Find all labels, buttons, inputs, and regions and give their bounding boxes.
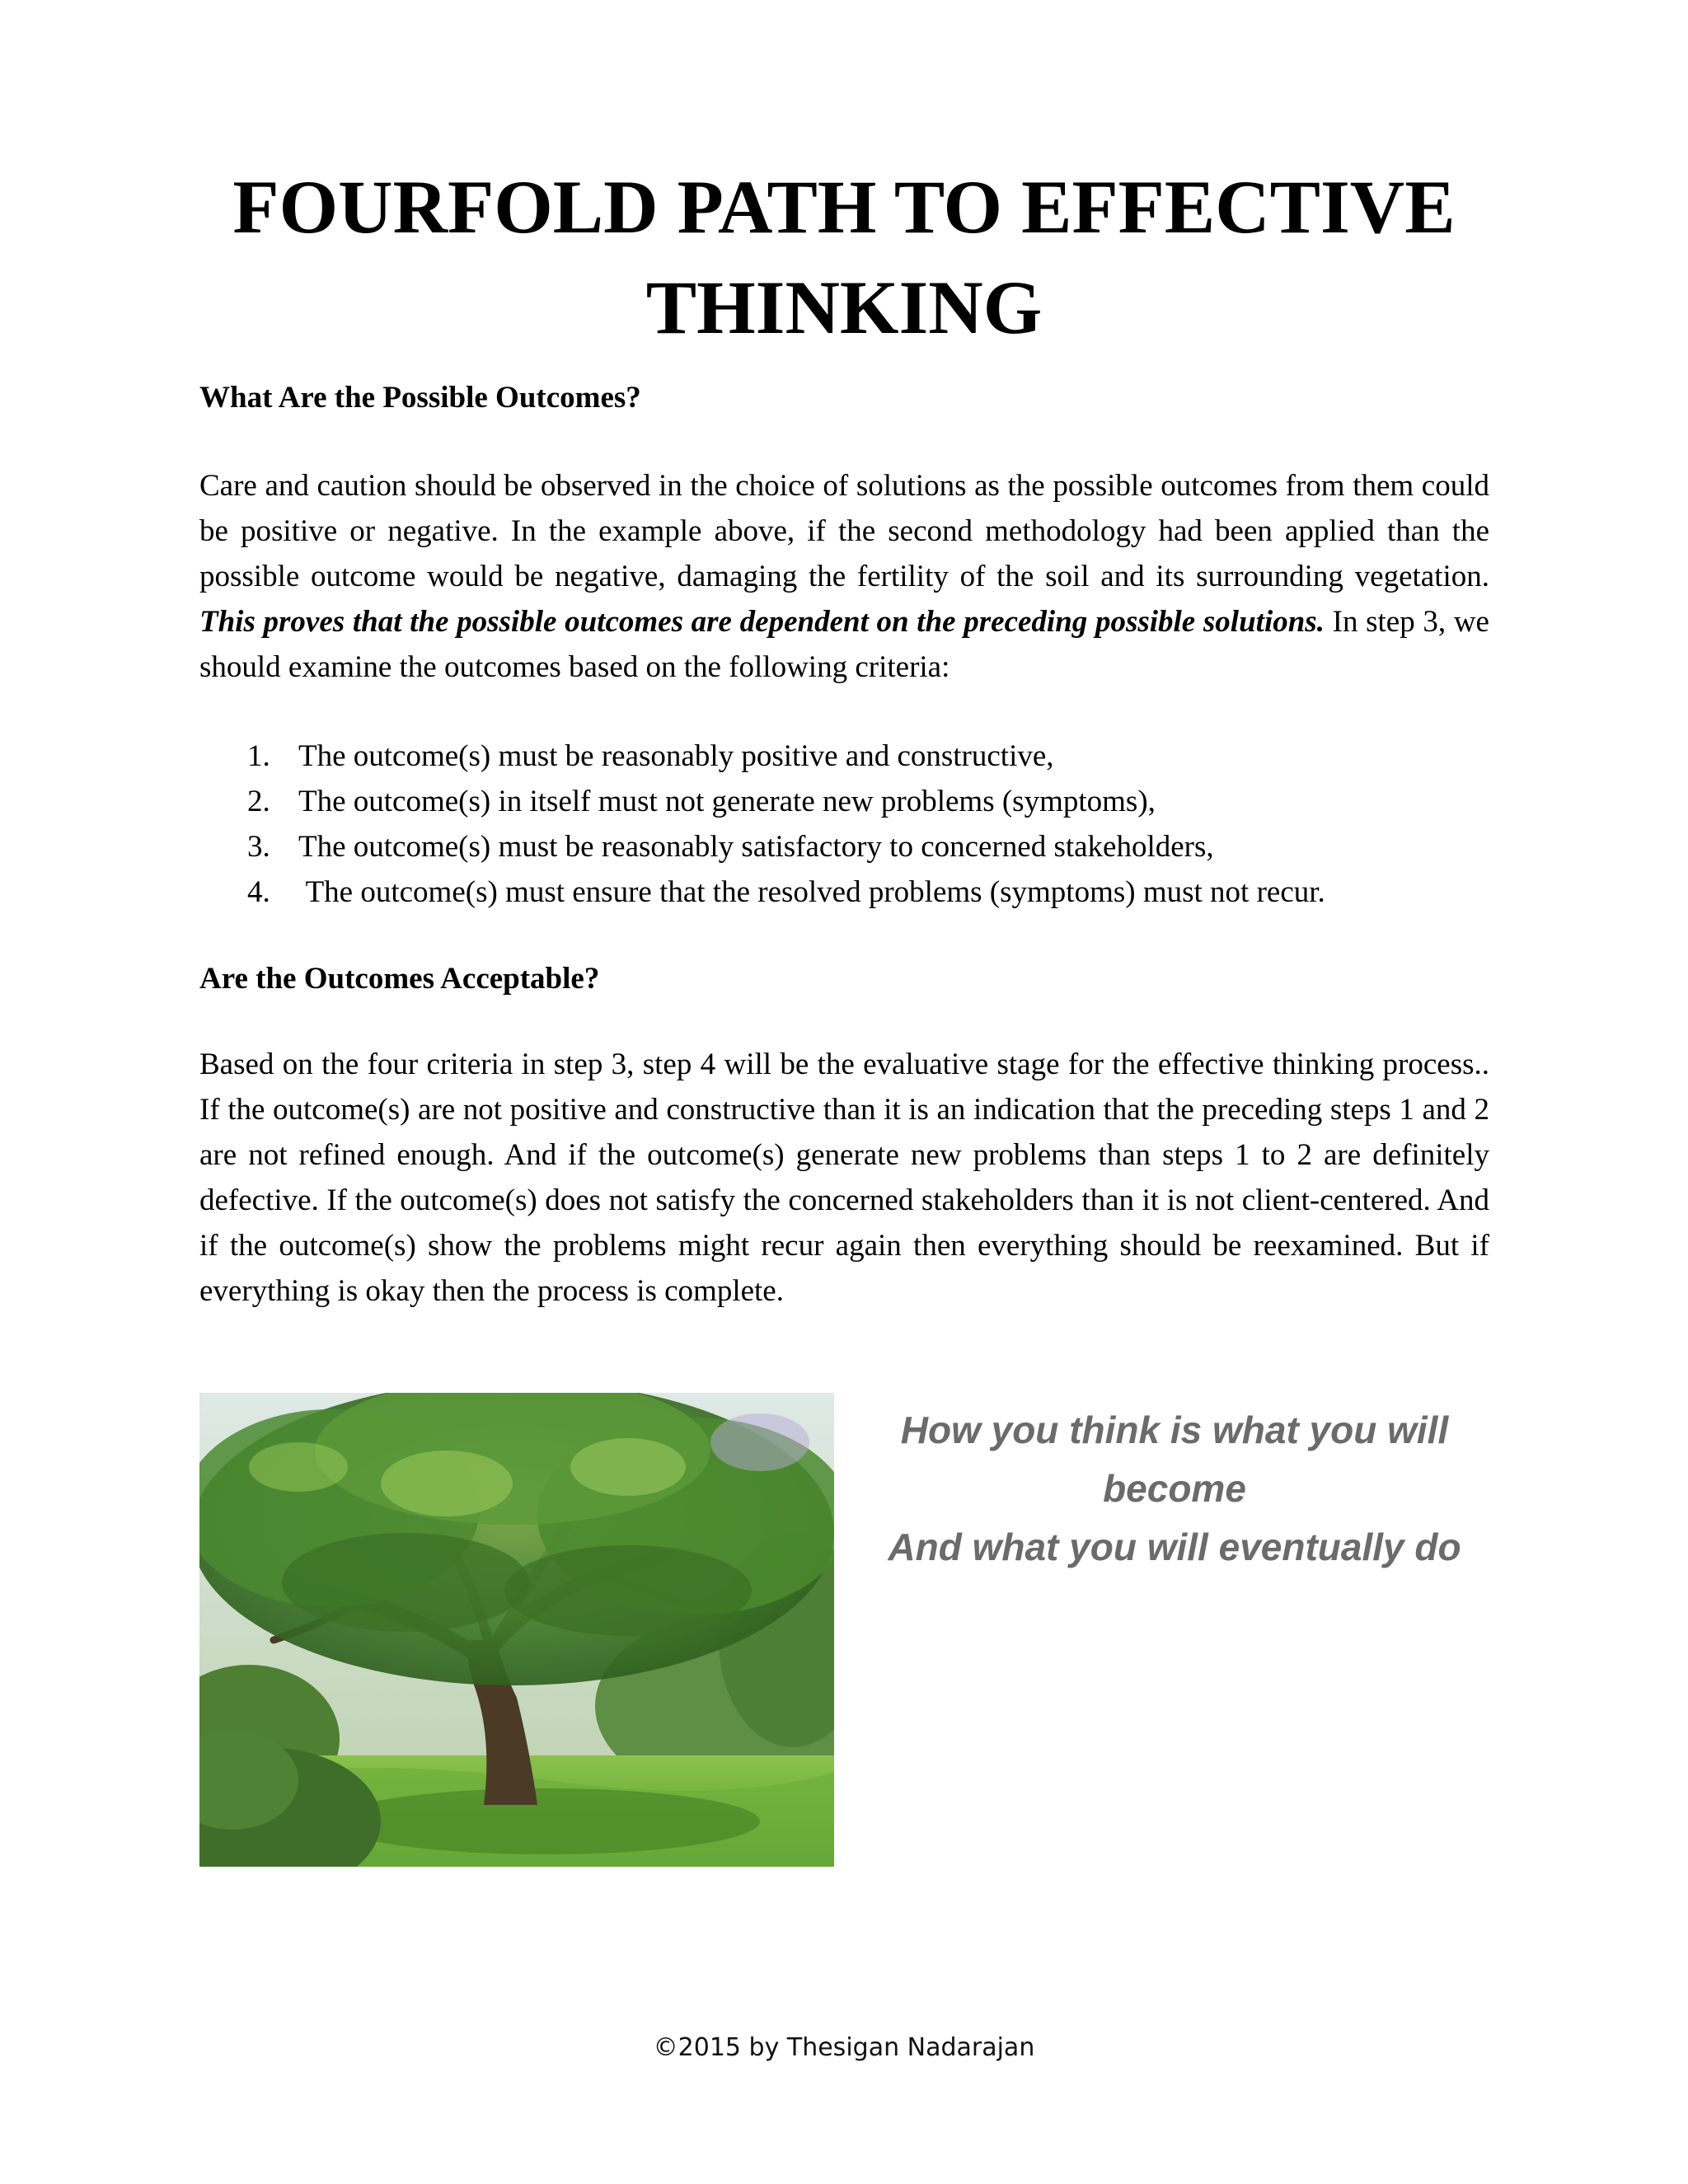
list-item-number: 1. bbox=[247, 739, 270, 773]
section-paragraph-possible-outcomes bbox=[199, 463, 1489, 690]
criteria-list bbox=[199, 733, 1489, 915]
page-title bbox=[0, 157, 1688, 358]
list-item-number: 3. bbox=[247, 830, 270, 864]
list-item-text: The outcome(s) must be reasonably satisfactory to concerned stakeholders, bbox=[298, 830, 1214, 864]
list-item bbox=[199, 733, 1489, 779]
copyright-footer: ©2015 by Thesigan Nadarajan bbox=[653, 2033, 1035, 2062]
list-item bbox=[199, 779, 1489, 824]
quote-line-1: How you think is what you will bbox=[900, 1408, 1449, 1451]
paragraph-text-start: Care and caution should be observed in the choice of solutions as the possible outcomes from them could be positive or negative. In the example above, if the second methodology had been applied than the possible outcome would be negative, damaging the fertility of the soil and its surrounding vegetation. bbox=[199, 469, 1489, 593]
quote-line-3: And what you will eventually do bbox=[888, 1526, 1461, 1568]
quote-line-2: become bbox=[1103, 1467, 1246, 1510]
page-title-line-2: THINKING bbox=[645, 265, 1043, 349]
list-item-number: 4. bbox=[247, 875, 270, 909]
list-item-text: The outcome(s) must be reasonably positive and constructive, bbox=[298, 739, 1054, 773]
list-item bbox=[199, 824, 1489, 869]
tree-photo bbox=[199, 1393, 834, 1867]
list-item bbox=[199, 869, 1489, 915]
list-item-number: 2. bbox=[247, 785, 270, 818]
tree-illustration bbox=[199, 1393, 834, 1867]
list-item-text: The outcome(s) in itself must not generate new problems (symptoms), bbox=[298, 785, 1156, 818]
page-title-line-1: FOURFOLD PATH TO EFFECTIVE bbox=[232, 165, 1456, 249]
section-paragraph-outcomes-acceptable: Based on the four criteria in step 3, step 4 will be the evaluative stage for the effective thinking process.. If the outcome(s) are not positive and constructive than it is an indication that the preceding steps 1 and 2 are not refined enough. And if the outcome(s) generate new problems than steps 1 to 2 are definitely defective. If the outcome(s) does not satisfy the concerned stakeholders than it is not client-centered. And if the outcome(s) show the problems might recur again then everything should be reexamined. But if everything is okay then the process is complete. bbox=[199, 1047, 1489, 1308]
inspirational-quote bbox=[849, 1401, 1500, 1577]
paragraph-emphasis: This proves that the possible outcomes are dependent on the preceding possible solutions. bbox=[199, 605, 1325, 639]
list-item-text: The outcome(s) must ensure that the resolved problems (symptoms) must not recur. bbox=[298, 875, 1325, 909]
section-heading-outcomes-acceptable: Are the Outcomes Acceptable? bbox=[199, 962, 600, 996]
paragraph-text-end: In step 3, we should examine the outcomes based on the following criteria: bbox=[199, 605, 1489, 684]
section-heading-possible-outcomes: What Are the Possible Outcomes? bbox=[199, 381, 641, 415]
